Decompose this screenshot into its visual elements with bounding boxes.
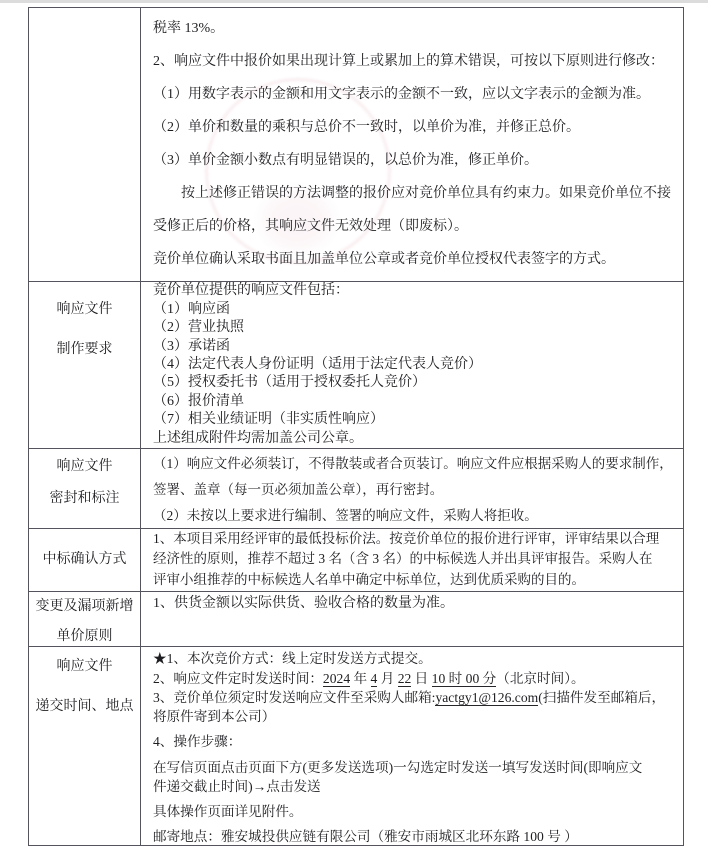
row-content-cell	[141, 592, 683, 647]
text-line	[153, 758, 677, 777]
text-line	[153, 477, 677, 503]
text-line	[153, 411, 677, 429]
text-segment: （7）相关业绩证明（非实质性响应）	[153, 412, 384, 428]
text-line	[153, 827, 677, 845]
row-header-cell	[29, 592, 141, 647]
row-header-cell	[29, 282, 141, 448]
text-segment: （1）响应函	[153, 301, 230, 317]
text-segment: （3）承诺函	[153, 338, 230, 354]
text-line	[153, 282, 677, 300]
text-segment: (扫描件发至邮箱后，	[538, 689, 666, 705]
text-line	[153, 301, 677, 319]
row-content-cell	[141, 529, 683, 591]
text-segment: 日	[411, 670, 432, 686]
text-line	[153, 594, 677, 614]
text-segment: 邮寄地点：雅安城投供应链有限公司（雅安市雨城区北环东路 100 号 ）	[153, 829, 578, 845]
text-line	[153, 210, 677, 243]
text-line	[153, 777, 677, 796]
text-line	[153, 111, 677, 144]
text-line	[153, 430, 677, 448]
text-segment: （1）响应文件必须装订，不得散装或者合页装订。响应文件应根据采购人的要求制作，	[153, 455, 673, 471]
row-header-text: 单价原则	[56, 628, 113, 644]
text-line	[153, 356, 677, 374]
row-content-cell	[141, 449, 683, 528]
row-header-text: 中标确认方式	[42, 551, 127, 567]
text-line	[153, 732, 677, 751]
row-header-text: 制作要求	[56, 342, 113, 358]
text-line	[153, 529, 677, 550]
row-response-file-preparation	[29, 281, 683, 448]
text-line	[153, 707, 677, 726]
row-content-cell	[141, 647, 683, 845]
text-segment: （3）单价金额小数点有明显错误的，以总价为准，修正单价。	[153, 153, 538, 168]
text-line	[153, 319, 677, 337]
text-line	[153, 144, 677, 177]
text-segment: 评审小组推荐的中标候选人名单中确定中标单位，达到优质采购的目的。	[153, 571, 585, 587]
text-segment: 2、响应文件定时发送时间：	[153, 670, 323, 686]
text-line	[153, 78, 677, 111]
row-header-text: 响应文件	[56, 302, 113, 318]
text-segment: 竞价单位提供的响应文件包括：	[153, 283, 349, 299]
underlined-text: 22	[397, 670, 412, 686]
text-line	[153, 570, 677, 591]
text-segment: （5）授权委托书（适用于授权委托人竞价）	[153, 375, 426, 391]
text-line	[153, 177, 677, 210]
text-segment: （2）单价和数量的乘积与总价不一致时，以单价为准，并修正总价。	[153, 120, 580, 135]
row-submission-time-and-place	[29, 646, 683, 845]
text-line	[153, 802, 677, 821]
text-line	[153, 374, 677, 392]
text-segment: （北京时间）。	[496, 670, 585, 686]
underlined-text: 10 时 00 分	[431, 670, 497, 686]
text-line	[153, 45, 677, 78]
bidding-terms-table	[28, 7, 684, 846]
row-award-confirmation-method	[29, 528, 683, 591]
text-line	[153, 12, 677, 45]
row-header-text: 响应文件	[56, 458, 113, 474]
text-segment: 1、本项目采用经评审的最低投标价法。按竞价单位的报价进行评审，评审结果以合理	[153, 530, 660, 546]
row-price-correction-rules	[29, 8, 683, 281]
text-line	[153, 649, 677, 668]
text-line	[153, 338, 677, 356]
text-segment: 上述组成附件均需加盖公司公章。	[153, 430, 363, 446]
text-line	[153, 669, 677, 688]
text-segment: （2）营业执照	[153, 320, 244, 336]
underlined-text: 2024	[322, 670, 351, 686]
text-line	[153, 503, 677, 528]
text-line	[153, 393, 677, 411]
text-segment: 件递交截止时间)→点击发送	[153, 778, 321, 794]
text-segment: 经济性的原则，推荐不超过 3 名（含 3 名）的中标候选人并出具评审报告。采购人在	[153, 551, 653, 567]
row-header-text: 递交时间、地点	[35, 699, 134, 715]
row-header-cell	[29, 449, 141, 528]
row-change-and-omission-unit-price	[29, 591, 683, 647]
text-segment: 2、响应文件中报价如果出现计算上或累加上的算术错误，可按以下原则进行修改：	[153, 54, 664, 69]
text-segment: 年	[350, 670, 371, 686]
text-line	[153, 243, 677, 276]
text-segment: 3、竞价单位须定时发送响应文件至采购人邮箱:	[153, 689, 436, 705]
text-segment: 签署、盖章（每一页必须加盖公章），再行密封。	[153, 481, 444, 497]
text-segment: 在写信页面点击页面下方(更多发送选项)一勾选定时发送一填写发送时间(即响应文	[153, 759, 643, 775]
text-segment: （4）法定代表人身份证明（适用于法定代表人竞价）	[153, 356, 482, 372]
text-segment: （6）报价清单	[153, 393, 244, 409]
text-line	[153, 688, 677, 707]
text-segment: 受修正后的价格，其响应文件无效处理（即废标）。	[153, 219, 468, 234]
text-line	[153, 549, 677, 570]
text-segment: 具体操作页面详见附件。	[153, 803, 303, 819]
row-content-cell	[141, 8, 683, 281]
text-segment: 税率 13%。	[153, 21, 225, 36]
underlined-text: 4	[370, 670, 378, 686]
email-text: yactgy1@126.com	[435, 689, 539, 705]
scan-edge-artifact	[0, 0, 708, 3]
row-header-text: 密封和标注	[49, 490, 120, 506]
row-header-cell	[29, 8, 141, 281]
text-line	[153, 451, 677, 477]
row-header-cell	[29, 529, 141, 591]
text-segment: ★1、本次竞价方式：线上定时发送方式提交。	[153, 651, 432, 667]
row-content-cell	[141, 282, 683, 448]
text-segment: （1）用数字表示的金额和用文字表示的金额不一致，应以文字表示的金额为准。	[153, 87, 650, 102]
row-response-file-sealing	[29, 448, 683, 528]
row-header-cell	[29, 647, 141, 845]
text-segment: 将原件寄到本公司）	[153, 709, 276, 725]
text-segment: 月	[377, 670, 398, 686]
text-segment: 竞价单位确认采取书面且加盖单位公章或者竞价单位授权代表签字的方式。	[153, 252, 615, 267]
text-segment: 按上述修正错误的方法调整的报价应对竞价单位具有约束力。如果竞价单位不接	[181, 186, 671, 201]
row-header-text: 响应文件	[56, 659, 113, 675]
text-segment: 1、供货金额以实际供货、验收合格的数量为准。	[153, 595, 454, 611]
row-header-text: 变更及漏项新增	[35, 598, 134, 614]
text-segment: 4、操作步骤：	[153, 734, 242, 750]
text-segment: （2）未按以上要求进行编制、签署的响应文件，采购人将拒收。	[153, 507, 538, 523]
